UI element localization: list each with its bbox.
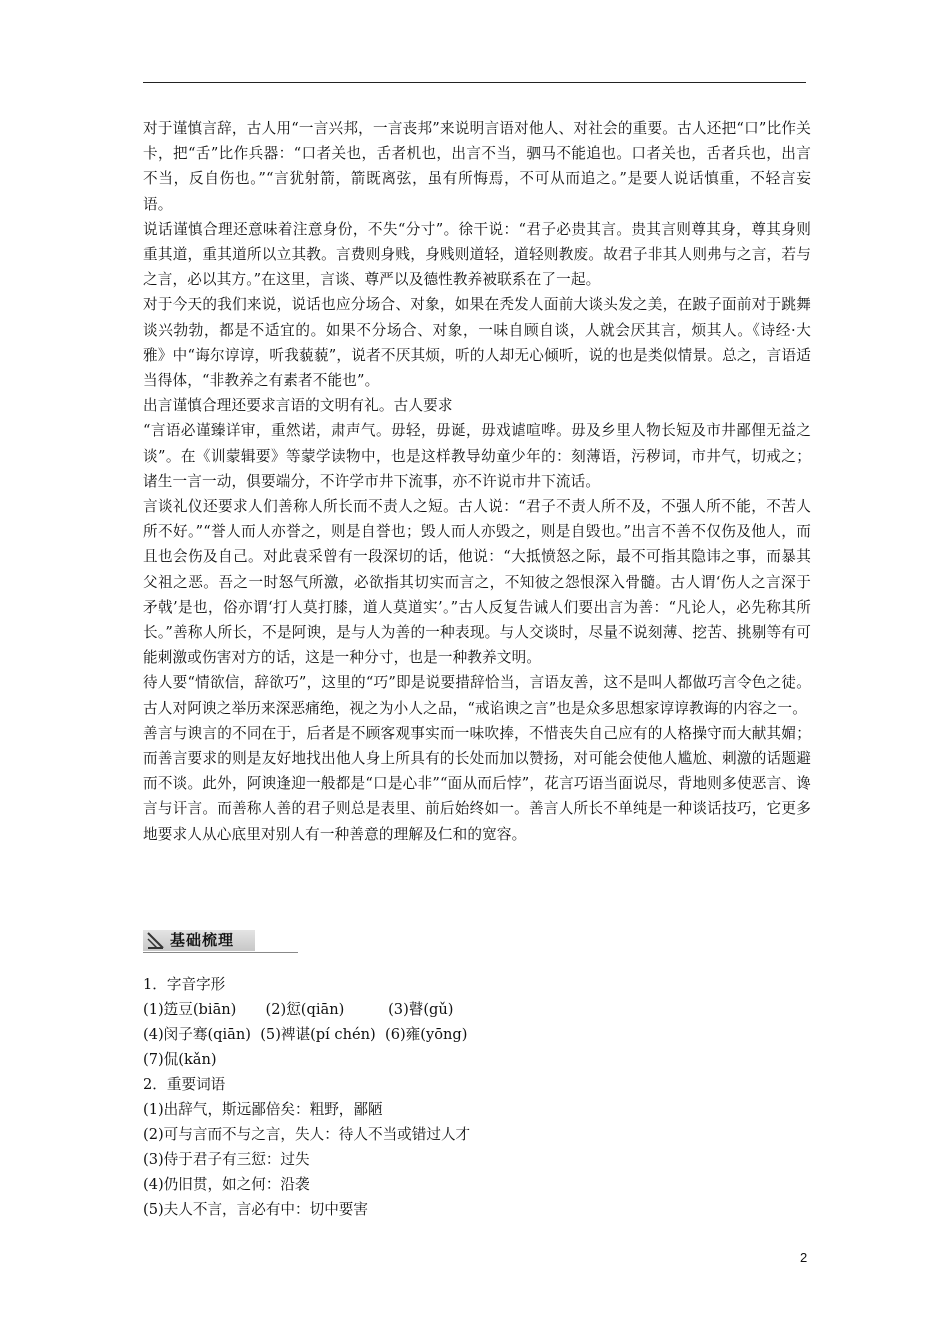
study-items bbox=[143, 972, 803, 1222]
page-number: 2 bbox=[800, 1250, 808, 1265]
paragraph-3: 对于今天的我们来说，说话也应分场合、对象，如果在秃发人面前大谈头发之美，在跛子面前对于跳舞谈兴勃勃，都是不适宜的。如果不分场合、对象，一味自顾自谈，人就会厌其言，烦其人。《诗经·大雅》中“诲尔谆谆，听我藐藐”，说者不厌其烦，听的人却无心倾听，说的也是类似情景。总之，言语适当得体，“非教养之有素者不能也”。 bbox=[143, 296, 811, 390]
paragraph-5: “言语必谨臻详审，重然诺，肃声气。毋轻，毋诞，毋戏谑喧哗。毋及乡里人物长短及市井鄙俚无益之谈”。在《训蒙辑要》等蒙学读物中，也是这样教导幼童少年的：刻薄语，污秽词，市井气，切戒之；诸生一言一动，俱要端分，不许学市井下流事，亦不许说市井下流话。 bbox=[143, 422, 811, 490]
item-heading-pronunciation: 1．字音字形 bbox=[143, 976, 226, 993]
paragraph-2: 说话谨慎合理还意味着注意身份，不失“分寸”。徐干说：“君子必贵其言。贵其言则尊其身，尊其身则重其道，重其道所以立其教。言费则身贱，身贱则道轻，道轻则教废。故君子非其人则弗与之言，若与之言，必以其方。”在这里，言谈、尊严以及德性教养被联系在了一起。 bbox=[143, 220, 811, 289]
section-underline bbox=[143, 952, 298, 953]
list-item: (1)笾豆(biān) (2)愆(qiān) (3)瞽(gǔ) bbox=[143, 1001, 454, 1018]
paragraph-4: 出言谨慎合理还要求言语的文明有礼。古人要求 bbox=[143, 397, 453, 415]
section-title: 基础梳理 bbox=[170, 931, 235, 949]
paragraph-8: 善言与谀言的不同在于，后者是不顾客观事实而一味吹捧，不惜丧失自己应有的人格操守而大献其媚；而善言要求的则是友好地找出他人身上所具有的长处而加以赞扬，对可能会使他人尴尬、刺激的话题避而不谈。此外，阿谀逢迎一般都是“口是心非”“面从而后悖”，花言巧语当面说尽，背地则多使恶言、谗言与讦言。而善称人善的君子则总是表里、前后始终如一。善言人所长不单纯是一种谈话技巧，它更多地要求人从心底里对别人有一种善意的理解及仁和的宽容。 bbox=[143, 724, 811, 843]
list-item: (4)仍旧贯，如之何：沿袭 bbox=[143, 1176, 310, 1193]
section-header bbox=[143, 930, 298, 954]
list-item: (2)可与言而不与之言，失人：待人不当或错过人才 bbox=[143, 1126, 471, 1143]
list-item: (3)侍于君子有三愆：过失 bbox=[143, 1151, 310, 1168]
list-item: (5)夫人不言，言必有中：切中要害 bbox=[143, 1201, 368, 1218]
body-text bbox=[143, 116, 811, 847]
list-item: (7)侃(kǎn) bbox=[143, 1051, 217, 1068]
diagonal-stripes-icon bbox=[146, 932, 165, 950]
header-rule bbox=[143, 82, 806, 83]
paragraph-6: 言谈礼仪还要求人们善称人所长而不责人之短。古人说：“君子不责人所不及，不强人所不能，不苦人所不好。”“誉人而人亦誉之，则是自誉也；毁人而人亦毁之，则是自毁也。”出言不善不仅伤及他人，而且也会伤及自己。对此袁采曾有一段深切的话，他说：“大抵愤怒之际，最不可指其隐讳之事，而暴其父祖之恶。吾之一时怒气所激，必欲指其切实而言之，不知彼之怨恨深入骨髓。古人谓‘伤人之言深于矛戟’是也，俗亦谓‘打人莫打膝，道人莫道实’。”古人反复告诫人们要出言为善：“凡论人，必先称其所长。”善称人所长，不是阿谀，是与人为善的一种表现。与人交谈时，尽量不说刻薄、挖苦、挑剔等有可能刺激或伤害对方的话，这是一种分寸，也是一种教养文明。 bbox=[143, 498, 811, 667]
list-item: (4)闵子骞(qiān) (5)裨谌(pí chén) (6)雍(yōng) bbox=[143, 1026, 468, 1043]
item-heading-vocabulary: 2．重要词语 bbox=[143, 1076, 226, 1093]
paragraph-1: 对于谨慎言辞，古人用“一言兴邦，一言丧邦”来说明言语对他人、对社会的重要。古人还把“口”比作关卡，把“舌”比作兵器：“口者关也，舌者机也，出言不当，驷马不能追也。口者关也，舌者兵也，出言不当，反自伤也。”“言犹射箭，箭既离弦，虽有所悔焉，不可从而追之。”是要人说话慎重，不轻言妄语。 bbox=[143, 120, 811, 213]
list-item: (1)出辞气，斯远鄙倍矣：粗野，鄙陋 bbox=[143, 1101, 383, 1118]
paragraph-7: 待人要“情欲信，辞欲巧”，这里的“巧”即是说要措辞恰当，言语友善，这不是叫人都做巧言令色之徒。古人对阿谀之举历来深恶痛绝，视之为小人之品，“戒谄谀之言”也是众多思想家谆谆教诲的内容之一。 bbox=[143, 674, 811, 717]
